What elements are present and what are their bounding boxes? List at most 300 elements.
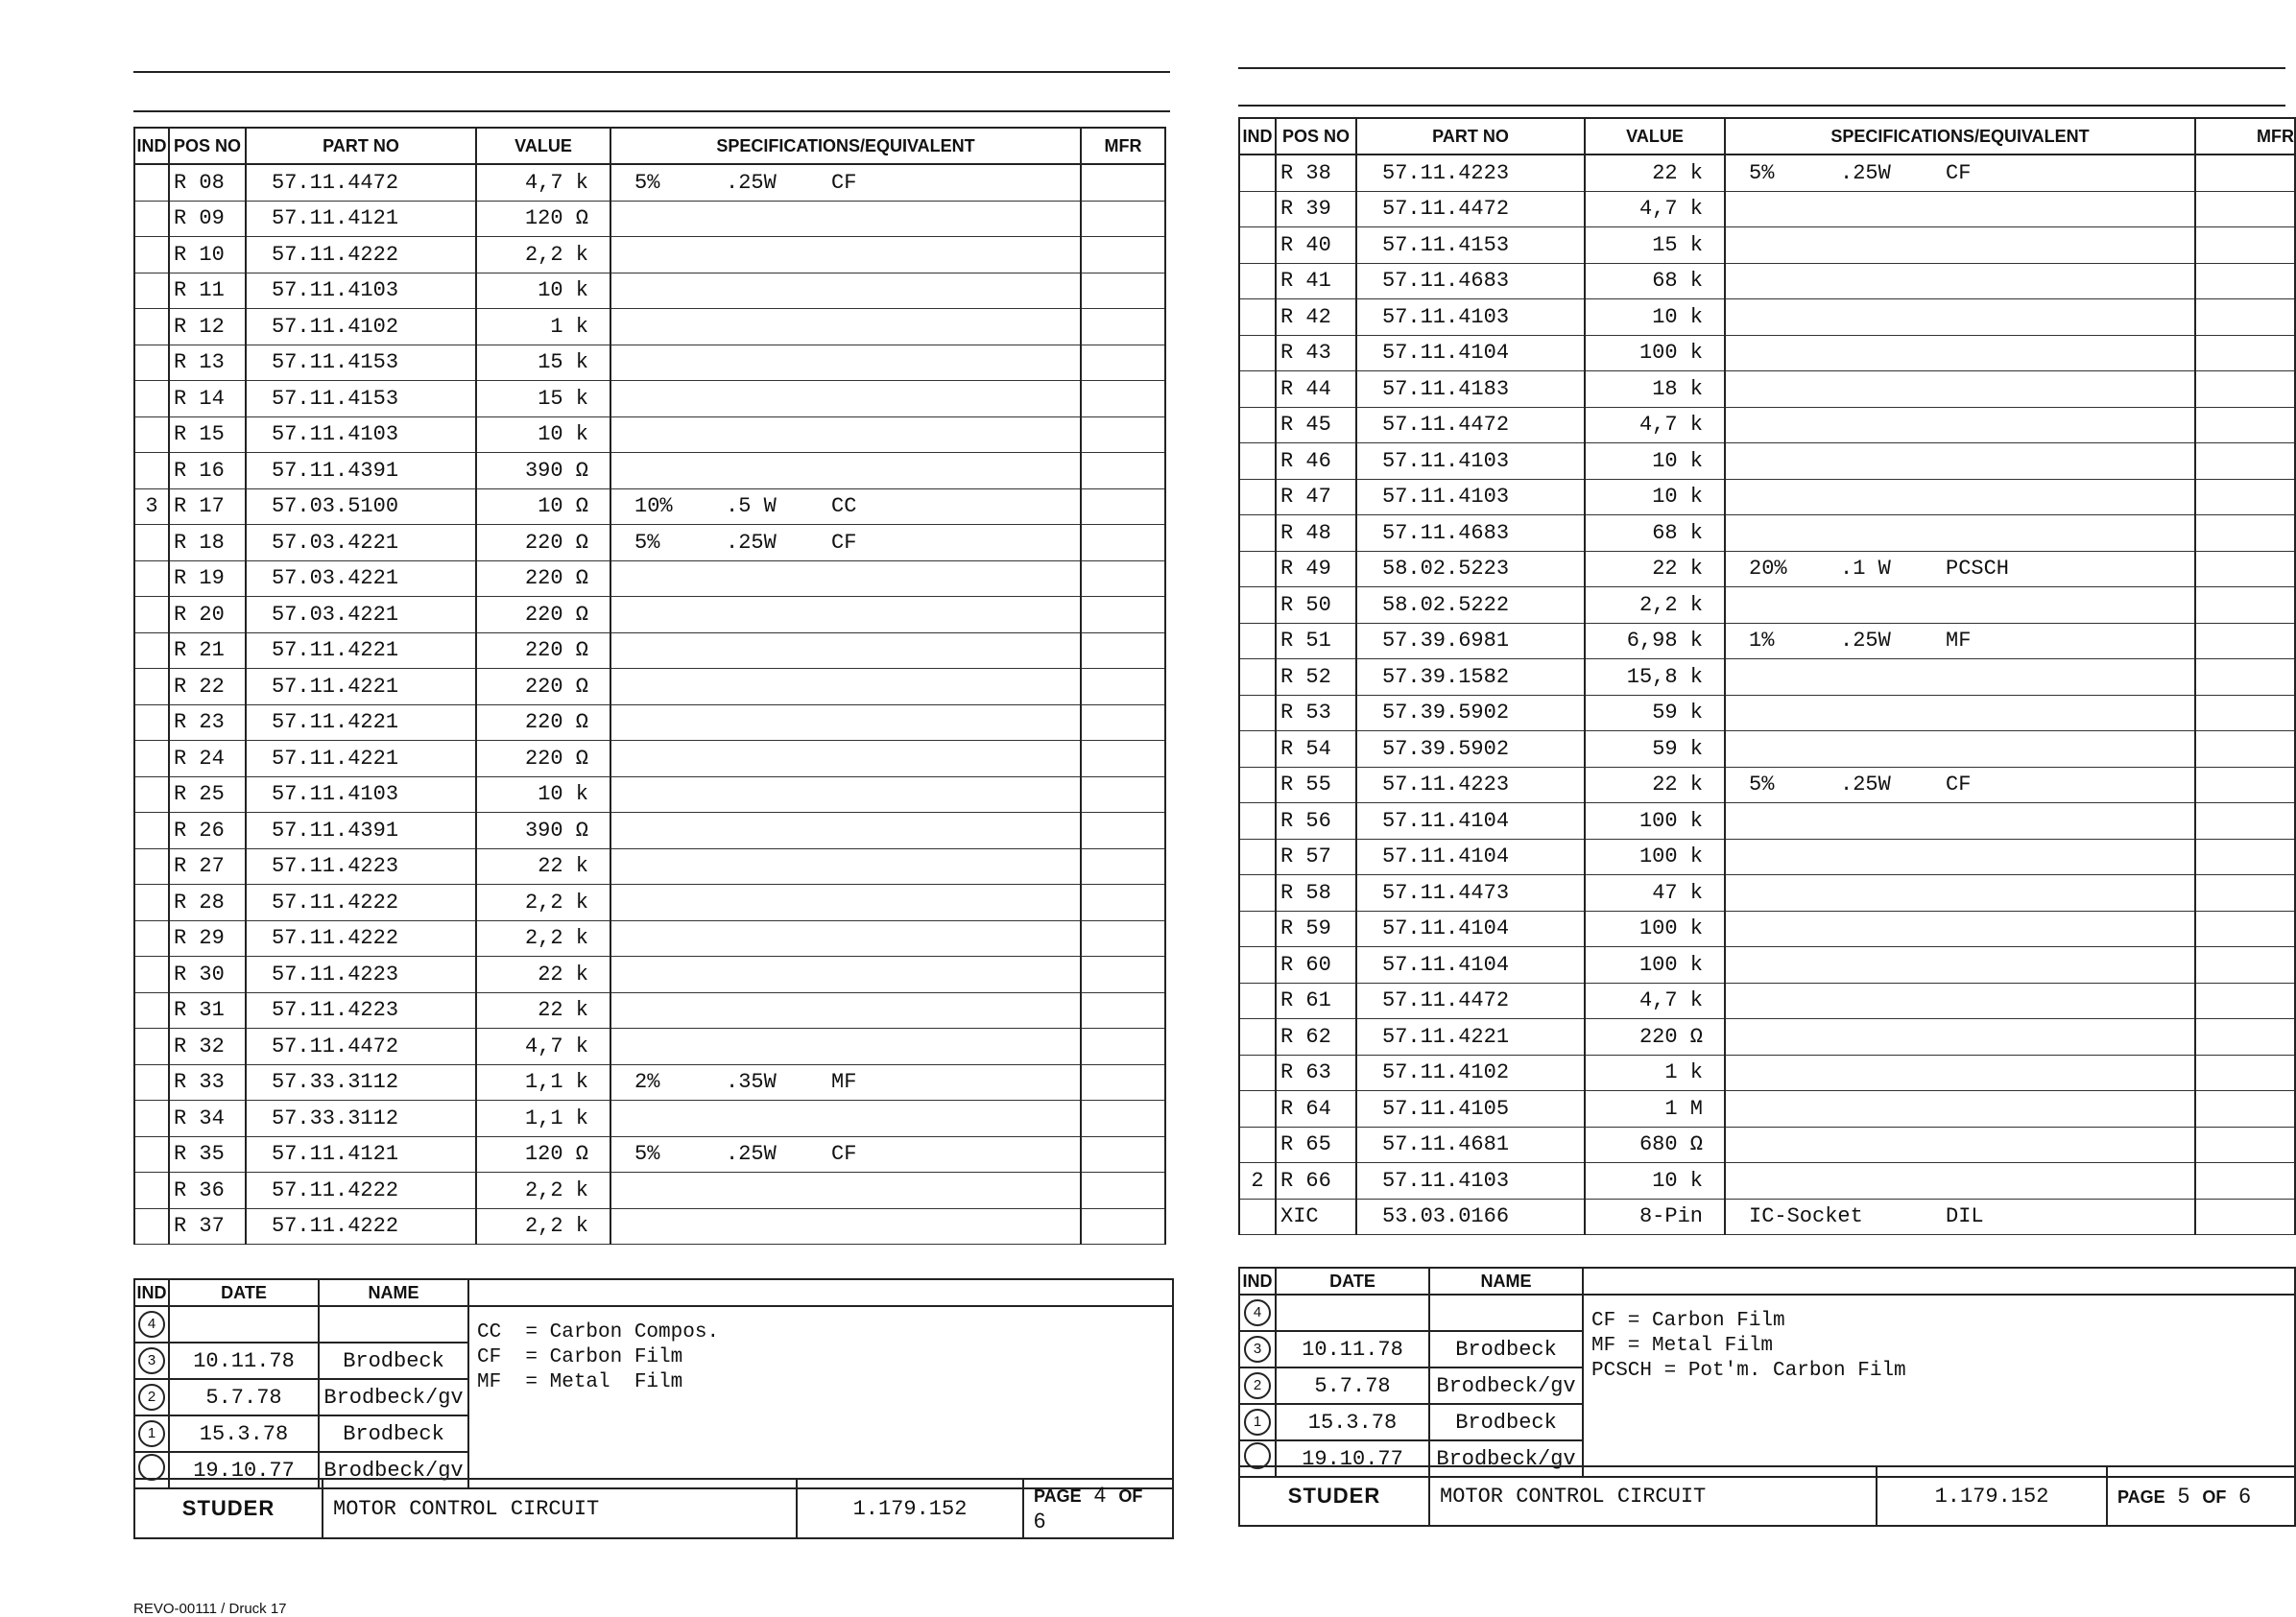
table-row bbox=[134, 704, 1165, 741]
row-value: 10 k bbox=[476, 273, 610, 309]
row-ind bbox=[1239, 695, 1276, 731]
row-ind bbox=[134, 957, 169, 993]
revision-index-circle: 2 bbox=[1244, 1372, 1271, 1399]
col-value: VALUE bbox=[1585, 118, 1725, 155]
row-ind bbox=[134, 1064, 169, 1101]
row-mfr bbox=[1081, 381, 1165, 417]
row-specification bbox=[1725, 1127, 2195, 1163]
row-mfr bbox=[2195, 659, 2295, 696]
row-part-no: 57.11.4391 bbox=[246, 813, 476, 849]
row-mfr bbox=[2195, 407, 2295, 443]
row-value: 390 Ω bbox=[476, 453, 610, 489]
row-value: 22 k bbox=[476, 848, 610, 885]
table-row bbox=[1239, 731, 2295, 768]
row-part-no: 57.11.4221 bbox=[246, 632, 476, 669]
table-row bbox=[1239, 263, 2295, 299]
row-part-no: 57.11.4681 bbox=[1356, 1127, 1585, 1163]
row-pos-no: R 37 bbox=[169, 1208, 246, 1245]
row-specification bbox=[1725, 479, 2195, 515]
row-specification bbox=[610, 560, 1081, 597]
row-value: 15,8 k bbox=[1585, 659, 1725, 696]
row-mfr bbox=[2195, 191, 2295, 227]
header-rule bbox=[133, 110, 1170, 112]
row-pos-no: R 41 bbox=[1276, 263, 1356, 299]
row-pos-no: R 46 bbox=[1276, 443, 1356, 480]
row-part-no: 57.11.4153 bbox=[1356, 227, 1585, 264]
row-specification bbox=[1725, 1091, 2195, 1128]
studer-logo: STUDER bbox=[1239, 1466, 1429, 1526]
row-ind bbox=[134, 669, 169, 705]
row-pos-no: R 11 bbox=[169, 273, 246, 309]
revision-block bbox=[1238, 1267, 2296, 1478]
row-pos-no: R 58 bbox=[1276, 875, 1356, 912]
table-row bbox=[134, 273, 1165, 309]
row-ind: 2 bbox=[1239, 1163, 1276, 1200]
row-part-no: 57.11.4222 bbox=[246, 885, 476, 921]
revision-index-cell bbox=[134, 1415, 169, 1452]
row-specification bbox=[1725, 1019, 2195, 1056]
row-pos-no: R 43 bbox=[1276, 335, 1356, 371]
row-mfr bbox=[2195, 1163, 2295, 1200]
row-pos-no: R 51 bbox=[1276, 623, 1356, 659]
row-value: 2,2 k bbox=[476, 1173, 610, 1209]
spec-type: CF bbox=[1946, 773, 1972, 797]
row-ind bbox=[134, 560, 169, 597]
row-pos-no: R 39 bbox=[1276, 191, 1356, 227]
row-pos-no: R 26 bbox=[169, 813, 246, 849]
row-pos-no: R 54 bbox=[1276, 731, 1356, 768]
table-row bbox=[134, 416, 1165, 453]
row-pos-no: R 40 bbox=[1276, 227, 1356, 264]
row-specification bbox=[610, 920, 1081, 957]
row-part-no: 57.11.4221 bbox=[246, 669, 476, 705]
row-mfr bbox=[1081, 237, 1165, 273]
revision-index-circle: 3 bbox=[138, 1347, 165, 1374]
row-mfr bbox=[1081, 741, 1165, 777]
row-mfr bbox=[2195, 227, 2295, 264]
row-value: 1,1 k bbox=[476, 1064, 610, 1101]
document-number: 1.179.152 bbox=[1877, 1466, 2107, 1526]
row-mfr bbox=[2195, 875, 2295, 912]
row-pos-no: R 15 bbox=[169, 416, 246, 453]
row-pos-no: R 29 bbox=[169, 920, 246, 957]
row-ind bbox=[1239, 875, 1276, 912]
row-value: 4,7 k bbox=[1585, 407, 1725, 443]
abbreviation-line: MF = Metal Film bbox=[1591, 1335, 1774, 1357]
row-mfr bbox=[1081, 525, 1165, 561]
row-part-no: 57.11.4223 bbox=[246, 957, 476, 993]
row-value: 220 Ω bbox=[476, 669, 610, 705]
col-ind: IND bbox=[134, 128, 169, 164]
row-specification bbox=[1725, 695, 2195, 731]
row-ind bbox=[134, 273, 169, 309]
row-value: 59 k bbox=[1585, 731, 1725, 768]
row-pos-no: R 52 bbox=[1276, 659, 1356, 696]
row-mfr bbox=[2195, 1091, 2295, 1128]
row-part-no: 57.11.4104 bbox=[1356, 947, 1585, 984]
row-part-no: 57.11.4104 bbox=[1356, 803, 1585, 840]
row-mfr bbox=[2195, 731, 2295, 768]
row-specification bbox=[610, 632, 1081, 669]
row-part-no: 57.11.4103 bbox=[246, 416, 476, 453]
row-value: 100 k bbox=[1585, 839, 1725, 875]
row-pos-no: R 19 bbox=[169, 560, 246, 597]
abbreviation-notes bbox=[468, 1306, 1173, 1488]
row-specification bbox=[1725, 371, 2195, 408]
spec-type: CC bbox=[831, 494, 857, 519]
row-pos-no: R 63 bbox=[1276, 1055, 1356, 1091]
row-pos-no: R 47 bbox=[1276, 479, 1356, 515]
row-specification bbox=[610, 453, 1081, 489]
row-value: 390 Ω bbox=[476, 813, 610, 849]
row-mfr bbox=[2195, 443, 2295, 480]
row-specification bbox=[610, 957, 1081, 993]
row-part-no: 57.11.4472 bbox=[246, 164, 476, 201]
drawing-title: MOTOR CONTROL CIRCUIT bbox=[1429, 1466, 1877, 1526]
spec-tolerance: 2% bbox=[634, 1070, 660, 1095]
row-specification bbox=[1725, 191, 2195, 227]
row-pos-no: R 48 bbox=[1276, 515, 1356, 552]
table-row bbox=[1239, 947, 2295, 984]
row-specification bbox=[1725, 155, 2195, 191]
row-pos-no: R 60 bbox=[1276, 947, 1356, 984]
row-part-no: 53.03.0166 bbox=[1356, 1199, 1585, 1235]
row-value: 8-Pin bbox=[1585, 1199, 1725, 1235]
row-value: 100 k bbox=[1585, 335, 1725, 371]
parts-rows bbox=[134, 164, 1165, 1245]
revision-name bbox=[319, 1306, 468, 1343]
row-mfr bbox=[1081, 920, 1165, 957]
row-mfr bbox=[2195, 1019, 2295, 1056]
row-part-no: 58.02.5222 bbox=[1356, 587, 1585, 624]
row-specification bbox=[1725, 299, 2195, 336]
revision-index-cell bbox=[134, 1343, 169, 1379]
row-part-no: 57.11.4472 bbox=[1356, 983, 1585, 1019]
row-pos-no: R 09 bbox=[169, 201, 246, 237]
col-mfr: MFR bbox=[1081, 128, 1165, 164]
revision-name bbox=[1429, 1295, 1583, 1331]
row-part-no: 57.39.6981 bbox=[1356, 623, 1585, 659]
table-row bbox=[1239, 623, 2295, 659]
row-pos-no: R 10 bbox=[169, 237, 246, 273]
row-part-no: 57.11.4473 bbox=[1356, 875, 1585, 912]
page-total: 6 bbox=[1034, 1509, 1046, 1533]
row-mfr bbox=[2195, 767, 2295, 803]
row-specification bbox=[610, 848, 1081, 885]
row-mfr bbox=[1081, 885, 1165, 921]
revision-index-cell bbox=[1239, 1367, 1276, 1404]
row-mfr bbox=[2195, 587, 2295, 624]
row-value: 1 M bbox=[1585, 1091, 1725, 1128]
row-mfr bbox=[2195, 155, 2295, 191]
row-part-no: 57.11.4223 bbox=[246, 992, 476, 1029]
of-label: OF bbox=[1118, 1486, 1143, 1506]
spec-tolerance: 5% bbox=[634, 530, 660, 555]
row-value: 10 k bbox=[1585, 299, 1725, 336]
row-part-no: 57.11.4105 bbox=[1356, 1091, 1585, 1128]
row-value: 100 k bbox=[1585, 947, 1725, 984]
revision-row bbox=[1239, 1295, 2295, 1331]
page-label: PAGE bbox=[2117, 1486, 2165, 1507]
row-value: 220 Ω bbox=[476, 632, 610, 669]
revision-index-circle: 2 bbox=[138, 1384, 165, 1411]
table-row bbox=[1239, 911, 2295, 947]
table-row bbox=[1239, 875, 2295, 912]
spec-tolerance: 5% bbox=[1749, 773, 1775, 797]
revision-block bbox=[133, 1278, 1174, 1489]
revision-index-circle: 4 bbox=[1244, 1299, 1271, 1326]
row-specification bbox=[610, 1136, 1081, 1173]
row-mfr bbox=[1081, 1064, 1165, 1101]
row-part-no: 57.11.4103 bbox=[1356, 299, 1585, 336]
row-value: 100 k bbox=[1585, 803, 1725, 840]
row-value: 1 k bbox=[476, 309, 610, 345]
row-specification bbox=[610, 1173, 1081, 1209]
row-value: 10 Ω bbox=[476, 488, 610, 525]
row-mfr bbox=[1081, 1208, 1165, 1245]
table-row bbox=[134, 1136, 1165, 1173]
row-part-no: 57.11.4221 bbox=[246, 741, 476, 777]
row-part-no: 57.11.4683 bbox=[1356, 263, 1585, 299]
table-row bbox=[134, 237, 1165, 273]
row-pos-no: R 24 bbox=[169, 741, 246, 777]
row-ind bbox=[134, 525, 169, 561]
row-specification bbox=[1725, 515, 2195, 552]
revision-date: 10.11.78 bbox=[169, 1343, 319, 1379]
row-value: 4,7 k bbox=[476, 164, 610, 201]
table-row bbox=[134, 669, 1165, 705]
row-specification bbox=[610, 669, 1081, 705]
rev-col-ind: IND bbox=[134, 1279, 169, 1306]
row-part-no: 57.11.4472 bbox=[1356, 191, 1585, 227]
row-part-no: 57.11.4221 bbox=[246, 704, 476, 741]
row-pos-no: R 35 bbox=[169, 1136, 246, 1173]
row-mfr bbox=[1081, 813, 1165, 849]
row-part-no: 57.11.4223 bbox=[246, 848, 476, 885]
row-ind bbox=[134, 1136, 169, 1173]
table-row bbox=[134, 1173, 1165, 1209]
row-part-no: 57.03.5100 bbox=[246, 488, 476, 525]
col-pos: POS NO bbox=[1276, 118, 1356, 155]
row-specification bbox=[610, 201, 1081, 237]
row-pos-no: R 57 bbox=[1276, 839, 1356, 875]
parts-rows bbox=[1239, 155, 2295, 1235]
row-mfr bbox=[2195, 263, 2295, 299]
revision-index-circle: 1 bbox=[1244, 1409, 1271, 1436]
row-mfr bbox=[2195, 947, 2295, 984]
row-part-no: 57.39.1582 bbox=[1356, 659, 1585, 696]
table-row bbox=[1239, 443, 2295, 480]
row-part-no: 57.11.4103 bbox=[1356, 479, 1585, 515]
row-ind bbox=[1239, 803, 1276, 840]
spec-tolerance: 1% bbox=[1749, 629, 1775, 654]
row-specification bbox=[1725, 875, 2195, 912]
revision-date: 10.11.78 bbox=[1276, 1331, 1429, 1367]
row-value: 59 k bbox=[1585, 695, 1725, 731]
row-mfr bbox=[2195, 1199, 2295, 1235]
row-value: 15 k bbox=[476, 345, 610, 381]
row-part-no: 57.11.4103 bbox=[246, 776, 476, 813]
col-part: PART NO bbox=[246, 128, 476, 164]
revision-name: Brodbeck bbox=[1429, 1331, 1583, 1367]
row-ind bbox=[134, 381, 169, 417]
table-row bbox=[1239, 155, 2295, 191]
row-part-no: 57.11.4103 bbox=[246, 273, 476, 309]
revision-date: 19.10.77 bbox=[1276, 1440, 1429, 1477]
row-ind bbox=[1239, 911, 1276, 947]
row-part-no: 57.39.5902 bbox=[1356, 695, 1585, 731]
row-part-no: 57.11.4683 bbox=[1356, 515, 1585, 552]
row-part-no: 57.11.4121 bbox=[246, 1136, 476, 1173]
table-row bbox=[134, 1208, 1165, 1245]
table-row bbox=[1239, 1127, 2295, 1163]
revision-index-circle: 3 bbox=[1244, 1336, 1271, 1363]
row-part-no: 57.11.4222 bbox=[246, 1173, 476, 1209]
spec-power: .25W bbox=[1840, 160, 1891, 185]
row-pos-no: R 64 bbox=[1276, 1091, 1356, 1128]
table-row bbox=[134, 488, 1165, 525]
rev-col-name: NAME bbox=[319, 1279, 468, 1306]
row-value: 10 k bbox=[476, 416, 610, 453]
row-specification bbox=[1725, 983, 2195, 1019]
row-ind bbox=[134, 201, 169, 237]
row-ind bbox=[134, 1173, 169, 1209]
row-mfr bbox=[2195, 515, 2295, 552]
revision-index-cell bbox=[1239, 1404, 1276, 1440]
row-specification bbox=[1725, 227, 2195, 264]
row-part-no: 57.03.4221 bbox=[246, 597, 476, 633]
rev-col-blank bbox=[1583, 1268, 2295, 1295]
rev-col-ind: IND bbox=[1239, 1268, 1276, 1295]
row-value: 120 Ω bbox=[476, 201, 610, 237]
table-row bbox=[134, 525, 1165, 561]
row-part-no: 57.33.3112 bbox=[246, 1064, 476, 1101]
row-mfr bbox=[1081, 560, 1165, 597]
row-ind bbox=[1239, 947, 1276, 984]
revision-name: Brodbeck/gv bbox=[319, 1379, 468, 1415]
row-ind bbox=[134, 632, 169, 669]
row-ind bbox=[1239, 371, 1276, 408]
row-value: 2,2 k bbox=[476, 920, 610, 957]
row-pos-no: R 30 bbox=[169, 957, 246, 993]
col-value: VALUE bbox=[476, 128, 610, 164]
row-value: 22 k bbox=[1585, 155, 1725, 191]
table-row bbox=[134, 632, 1165, 669]
table-row bbox=[1239, 407, 2295, 443]
col-spec: SPECIFICATIONS/EQUIVALENT bbox=[1725, 118, 2195, 155]
spec-power: .25W bbox=[726, 530, 777, 555]
row-mfr bbox=[2195, 299, 2295, 336]
row-value: 100 k bbox=[1585, 911, 1725, 947]
row-specification bbox=[610, 416, 1081, 453]
abbreviation-line: CC = Carbon Compos. bbox=[477, 1321, 720, 1344]
revision-date bbox=[1276, 1295, 1429, 1331]
row-specification bbox=[1725, 551, 2195, 587]
row-value: 4,7 k bbox=[1585, 983, 1725, 1019]
row-mfr bbox=[1081, 776, 1165, 813]
table-row bbox=[1239, 371, 2295, 408]
col-part: PART NO bbox=[1356, 118, 1585, 155]
row-specification bbox=[1725, 731, 2195, 768]
row-specification bbox=[1725, 659, 2195, 696]
rev-col-date: DATE bbox=[1276, 1268, 1429, 1295]
spec-power: .25W bbox=[726, 1142, 777, 1167]
revision-index-cell bbox=[134, 1306, 169, 1343]
table-row bbox=[134, 992, 1165, 1029]
row-ind bbox=[1239, 515, 1276, 552]
col-ind: IND bbox=[1239, 118, 1276, 155]
row-specification bbox=[610, 1064, 1081, 1101]
row-ind bbox=[134, 704, 169, 741]
table-row bbox=[1239, 515, 2295, 552]
table-row bbox=[134, 597, 1165, 633]
title-block bbox=[1238, 1465, 2296, 1527]
abbreviation-line: PCSCH = Pot'm. Carbon Film bbox=[1591, 1360, 1906, 1382]
table-row bbox=[1239, 803, 2295, 840]
spec-tolerance: 5% bbox=[634, 170, 660, 195]
row-ind bbox=[1239, 551, 1276, 587]
row-ind bbox=[134, 453, 169, 489]
row-mfr bbox=[2195, 623, 2295, 659]
row-ind bbox=[134, 992, 169, 1029]
row-specification bbox=[610, 164, 1081, 201]
table-row bbox=[1239, 983, 2295, 1019]
row-specification bbox=[610, 381, 1081, 417]
revision-index-circle bbox=[138, 1454, 165, 1481]
row-specification bbox=[610, 813, 1081, 849]
row-value: 10 k bbox=[1585, 443, 1725, 480]
row-part-no: 57.11.4222 bbox=[246, 237, 476, 273]
row-value: 15 k bbox=[1585, 227, 1725, 264]
top-rule bbox=[1238, 67, 2285, 69]
row-specification bbox=[610, 345, 1081, 381]
row-specification bbox=[1725, 911, 2195, 947]
table-row bbox=[1239, 335, 2295, 371]
table-row bbox=[1239, 587, 2295, 624]
revision-index-circle: 1 bbox=[138, 1420, 165, 1447]
row-specification bbox=[1725, 767, 2195, 803]
row-ind bbox=[1239, 479, 1276, 515]
row-mfr bbox=[2195, 479, 2295, 515]
row-mfr bbox=[2195, 1055, 2295, 1091]
row-specification bbox=[610, 704, 1081, 741]
rev-col-date: DATE bbox=[169, 1279, 319, 1306]
table-row bbox=[134, 885, 1165, 921]
table-row bbox=[1239, 299, 2295, 336]
row-pos-no: R 31 bbox=[169, 992, 246, 1029]
row-specification bbox=[1725, 1055, 2195, 1091]
row-pos-no: R 59 bbox=[1276, 911, 1356, 947]
row-pos-no: R 62 bbox=[1276, 1019, 1356, 1056]
table-row bbox=[1239, 767, 2295, 803]
document-number: 1.179.152 bbox=[797, 1479, 1023, 1538]
abbreviation-line: MF = Metal Film bbox=[477, 1371, 683, 1393]
row-ind bbox=[1239, 191, 1276, 227]
table-row bbox=[134, 741, 1165, 777]
row-mfr bbox=[2195, 371, 2295, 408]
row-value: 4,7 k bbox=[1585, 191, 1725, 227]
spec-tolerance: 5% bbox=[634, 1142, 660, 1167]
row-specification bbox=[610, 237, 1081, 273]
row-value: 22 k bbox=[476, 957, 610, 993]
row-pos-no: R 20 bbox=[169, 597, 246, 633]
row-ind bbox=[1239, 623, 1276, 659]
row-part-no: 57.11.4104 bbox=[1356, 335, 1585, 371]
spec-power: .25W bbox=[726, 170, 777, 195]
row-specification bbox=[1725, 335, 2195, 371]
of-label: OF bbox=[2202, 1486, 2227, 1507]
revision-rows bbox=[1239, 1295, 2295, 1477]
